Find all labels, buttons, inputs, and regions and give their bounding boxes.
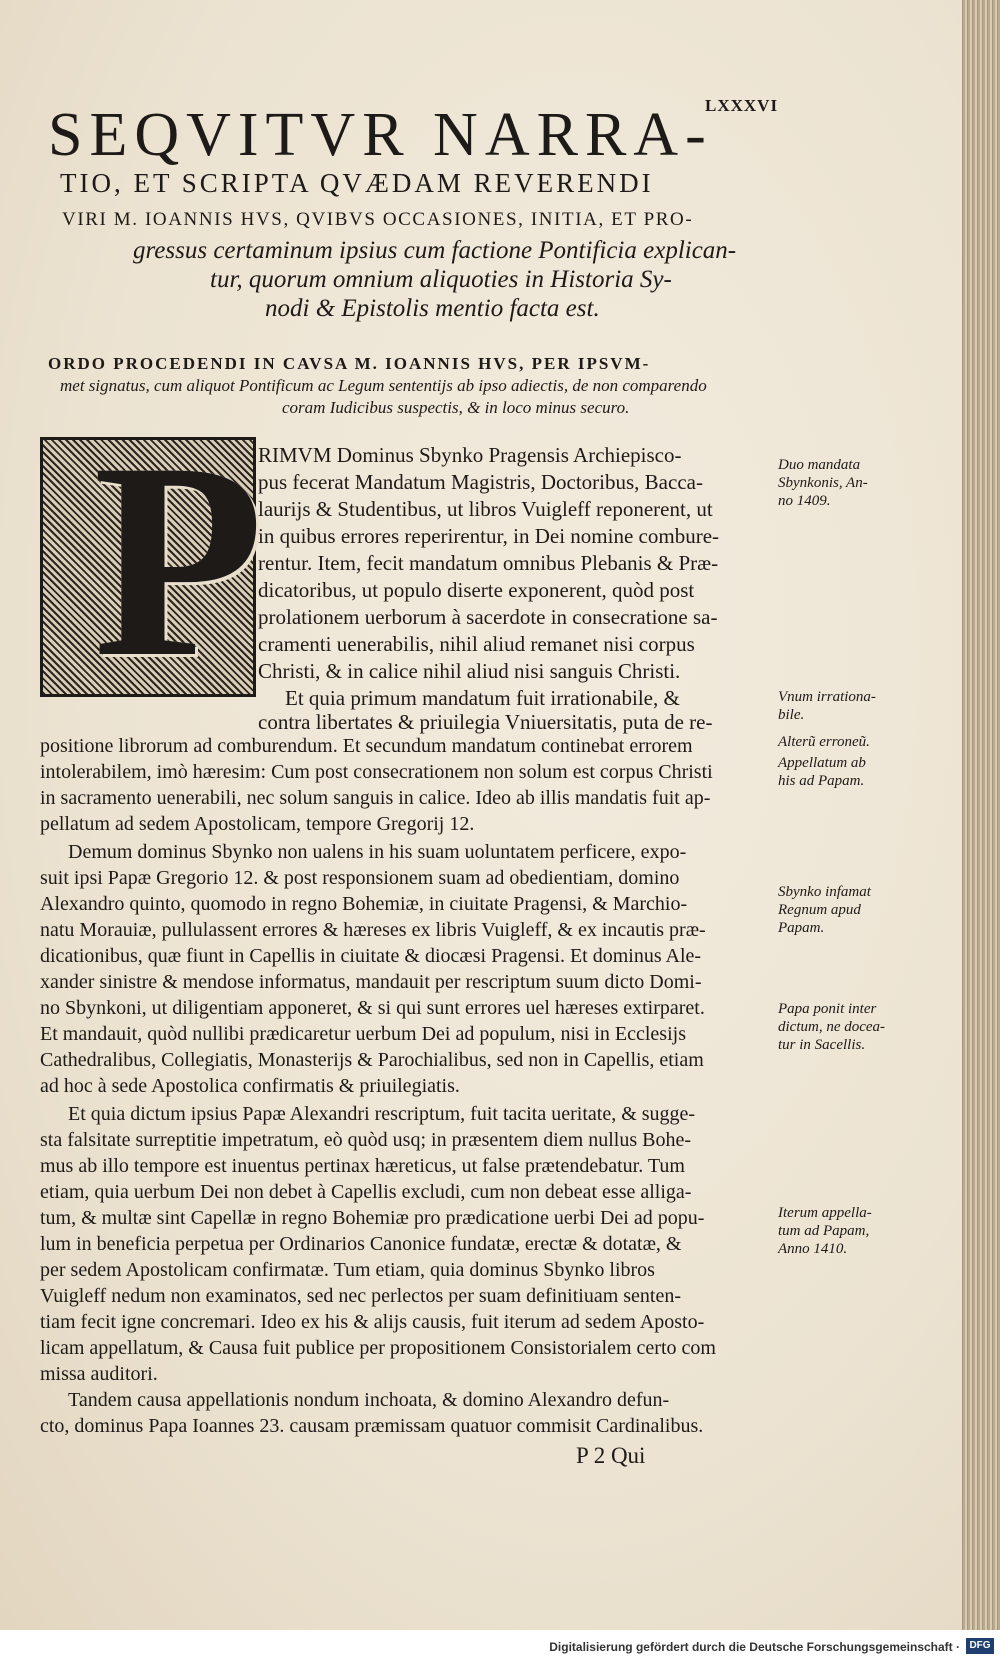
marginal-note: no 1409. (778, 493, 831, 509)
body-line: tum, & multæ sint Capellæ in regno Bohemiæ pro prædicatione uerbi Dei ad popu- (40, 1207, 705, 1229)
body-line: pus fecerat Mandatum Magistris, Doctoribus, Bacca- (258, 470, 703, 494)
body-line: pellatum ad sedem Apostolicam, tempore Gregorij 12. (40, 813, 475, 835)
title-line-3: VIRI M. IOANNIS HVS, QVIBVS OCCASIONES, INITIA, ET PRO- (62, 209, 694, 230)
body-line: contra libertates & priuilegia Vniuersitatis, puta de re- (258, 710, 713, 734)
body-line: RIMVM Dominus Sbynko Pragensis Archiepisco- (258, 443, 682, 467)
body-line: cto, dominus Papa Ioannes 23. causam præmissam quatuor commisit Cardinalibus. (40, 1415, 704, 1437)
footer-credit: Digitalisierung gefördert durch die Deutsche Forschungsgemeinschaft · (549, 1640, 960, 1654)
marginal-note: Papa ponit inter (778, 1001, 877, 1017)
signature-mark: P 2 Qui (576, 1443, 646, 1468)
body-line: suit ipsi Papæ Gregorio 12. & post responsionem suam ad obedientiam, domino (40, 867, 680, 889)
body-line: lum in beneficia perpetua per Ordinarios Canonice fundatæ, erectæ & dotatæ, & (40, 1233, 682, 1255)
body-line: ad hoc à sede Apostolica confirmatis & priuilegiatis. (40, 1075, 460, 1097)
folio-number: LXXXVI (705, 96, 779, 115)
body-line: sta falsitate surreptitie impetratum, eò quòd usq; in præsentem diem nullus Bohe- (40, 1129, 691, 1151)
marginal-note: Sbynko infamat (778, 884, 871, 900)
body-line: natu Morauiæ, pullulassent errores & hæreses ex libris Vuigleff, & ex incautis præ- (40, 919, 706, 941)
body-line: Et quia primum mandatum fuit irrationabile, & (285, 686, 680, 710)
body-line: Demum dominus Sbynko non ualens in his suam uoluntatem perficere, expo- (68, 841, 687, 863)
body-line: mus ab illo tempore est inuentus pertinax hæreticus, ut false prætendebatur. Tum (40, 1155, 685, 1177)
ordo-heading-line-3: coram Iudicibus suspectis, & in loco minus securo. (282, 398, 630, 417)
marginal-note: tum ad Papam, (778, 1223, 870, 1239)
decorated-initial (40, 404, 265, 715)
marginal-note: Iterum appella- (778, 1205, 872, 1221)
body-line: positione librorum ad comburendum. Et secundum mandatum continebat errorem (40, 735, 693, 757)
title-line-4: gressus certaminum ipsius cum factione Pontificia explican- (133, 237, 737, 264)
body-line: laurijs & Studentibus, ut libros Vuigleff reponerent, ut (258, 497, 713, 521)
marginal-note: tur in Sacellis. (778, 1037, 866, 1053)
marginal-note: Papam. (778, 920, 825, 936)
body-line: no Sbynkoni, ut diligentiam apponeret, & si qui sunt errores uel hæreses extirparet. (40, 997, 705, 1019)
body-line: Vuigleff nedum non examinatos, sed nec perlectos per suam definitiuam senten- (40, 1285, 682, 1307)
body-line: tiam fecit igne concremari. Ideo ex his & alijs causis, fuit iterum ad sedem Aposto- (40, 1311, 705, 1333)
digitization-footer (0, 1630, 1000, 1665)
body-line: Tandem causa appellationis nondum inchoata, & domino Alexandro defun- (68, 1389, 670, 1411)
initial-letter: P (93, 404, 265, 715)
body-line: etiam, quia uerbum Dei non debet à Capellis excludi, cum non debeat esse alliga- (40, 1181, 692, 1203)
body-line: prolationem uerborum à sacerdote in consecratione sa- (258, 605, 718, 629)
marginal-note: Appellatum ab (778, 755, 866, 771)
body-line: rentur. Item, fecit mandatum omnibus Plebanis & Præ- (258, 551, 719, 575)
marginal-note: Anno 1410. (778, 1241, 848, 1257)
body-line: missa auditori. (40, 1363, 158, 1385)
body-line: per sedem Apostolicam confirmatæ. Tum etiam, quia dominus Sbynko libros (40, 1259, 655, 1281)
body-line: licam appellatum, & Causa fuit publice per propositionem Consistorialem certo com (40, 1337, 716, 1359)
body-line: cramenti uenerabilis, nihil aliud remanet nisi corpus (258, 632, 695, 656)
body-line: in quibus errores reperirentur, in Dei nomine combure- (258, 524, 720, 548)
marginal-note: dictum, ne docea- (778, 1019, 886, 1035)
marginal-note: Vnum irrationa- (778, 689, 876, 705)
marginal-note: Sbynkonis, An- (778, 475, 868, 491)
body-line: Alexandro quinto, quomodo in regno Bohemiæ, in ciuitate Pragensi, & Marchio- (40, 893, 688, 915)
body-line: dicatoribus, ut populo diserte exponerent, quòd post (258, 578, 695, 602)
title-line-2: TIO, ET SCRIPTA QVÆDAM REVERENDI (60, 168, 654, 198)
body-line: Et quia dictum ipsius Papæ Alexandri rescriptum, fuit tacita ueritate, & sugge- (68, 1103, 696, 1125)
dfg-logo: DFG (966, 1638, 994, 1654)
body-line: Cathedralibus, Collegiatis, Monasterijs & Parochialibus, sed non in Capellis, etiam (40, 1049, 704, 1071)
marginal-note: his ad Papam. (778, 773, 865, 789)
body-line: Et mandauit, quòd nullibi prædicaretur uerbum Dei ad populum, nisi in Ecclesijs (40, 1023, 686, 1045)
title-line-1: SEQVITVR NARRA- (48, 101, 713, 169)
body-line: intolerabilem, imò hæresim: Cum post consecrationem non solum est corpus Christi (40, 761, 713, 783)
ordo-heading-line-1: ORDO PROCEDENDI IN CAVSA M. IOANNIS HVS, PER IPSVM- (48, 354, 651, 373)
body-line: dicationibus, quæ fiunt in Capellis in ciuitate & diocæsi Pragensi. Et dominus Ale- (40, 945, 702, 967)
title-line-5: tur, quorum omnium aliquoties in Historia Sy- (210, 266, 672, 293)
marginal-note: bile. (778, 707, 805, 723)
page-edge-stack (958, 0, 1000, 1630)
marginal-note: Alterũ erroneũ. (778, 734, 870, 750)
marginal-note: Regnum apud (778, 902, 861, 918)
body-line: Christi, & in calice nihil aliud nisi sanguis Christi. (258, 659, 681, 683)
body-line: in sacramento uenerabili, nec solum sanguis in calice. Ideo ab illis mandatis fuit ap- (40, 787, 711, 809)
marginal-note: Duo mandata (778, 457, 861, 473)
title-line-6: nodi & Epistolis mentio facta est. (265, 295, 600, 322)
body-line: xander sinistre & mendose informatus, mandauit per rescriptum suum dicto Domi- (40, 971, 702, 993)
ordo-heading-line-2: met signatus, cum aliquot Pontificum ac Legum sententijs ab ipso adiectis, de non comparendo (60, 376, 707, 395)
